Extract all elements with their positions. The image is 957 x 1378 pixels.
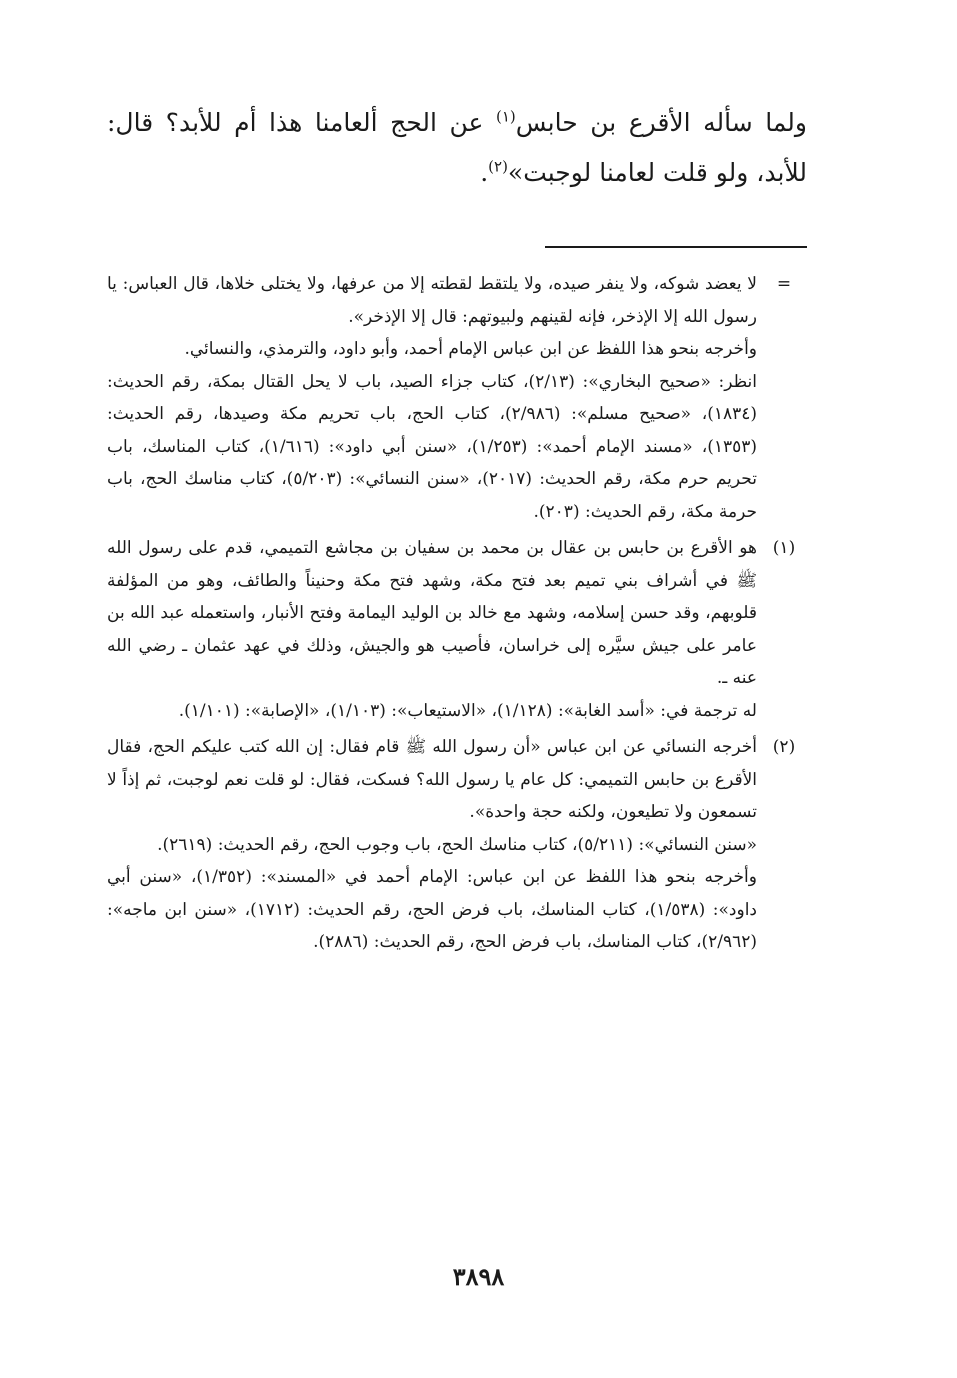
- footnote-paragraph: له ترجمة في: «أسد الغابة»: (١/١٢٨)، «الاستيعاب»: (١/١٠٣)، «الإصابة»: (١/١٠١).: [178, 700, 757, 721]
- footnote-marker: (١): [772, 538, 796, 558]
- main-text-part-c: .: [480, 158, 489, 187]
- footnote-marker: (٢): [772, 737, 796, 757]
- main-text-part-a: ولما سأله الأقرع بن حابس: [515, 108, 807, 137]
- page-number: ٣٨٩٨: [452, 1262, 505, 1291]
- footnote-paragraph: هو الأقرع بن حابس بن عقال بن محمد بن سفيان بن مجاشع التميمي، قدم على رسول الله ﷺ في أشراف بني تميم بعد فتح مكة، وشهد فتح مكة وحنيناً والطائف، وهو من المؤلفة قلوبهم، وقد حسن إسلامه، وشهد مع خالد بن الوليد اليمامة وفتح الأنبار، واستعمله عبد الله بن عامر على جيش سيَّره إلى خراسان، فأصيب هو والجيش، وذلك في عهد عثمان ـ رضي الله عنه ـ.: [107, 538, 757, 688]
- footnote-1: [107, 532, 807, 727]
- footnote-paragraph: انظر: «صحيح البخاري»: (٢/١٣)، كتاب جزاء الصيد، باب لا يحل القتال بمكة، رقم الحديث: (١٨٣٤)، «صحيح مسلم»: (٢/٩٨٦)، كتاب الحج، باب تحريم مكة وصيدها، رقم الحديث: (١٣٥٣)، «مسند الإمام أحمد»: (١/٢٥٣)، «سنن أبي داود»: (١/٦١٦)، كتاب المناسك، باب تحريم حرم مكة، رقم الحديث: (٢٠١٧)، «سنن النسائي»: (٥/٢٠٣)، كتاب مناسك الحج، باب حرمة مكة، رقم الحديث: (٢٠٣).: [107, 371, 758, 522]
- main-text-part-b: عن الحج ألعامنا هذا أم للأبد؟ قال: للأبد، ولو قلت لعامنا لوجبت»: [107, 108, 807, 187]
- footnote-paragraph: لا يعضد شوكه، ولا ينفر صيده، ولا يلتقط لقطته إلا من عرفها، ولا يختلى خلاها، قال العباس: يا رسول الله إلا الإذخر، فإنه لقينهم ولبيوتهم: قال إلا الإذخر».: [107, 274, 757, 327]
- footnote-paragraph: وأخرجه بنحو هذا اللفظ عن ابن عباس الإمام أحمد، وأبو داود، والترمذي، والنسائي.: [184, 339, 757, 359]
- footnote-separator: [545, 246, 807, 248]
- footnote-paragraph: وأخرجه بنحو هذا اللفظ عن ابن عباس: الإمام أحمد في «المسند»: (١/٣٥٢)، «سنن أبي داود»: (١/٥٣٨)، كتاب المناسك، باب فرض الحج، رقم الحديث: (١٧١٢)، «سنن ابن ماجه»: (٢/٩٦٢)، كتاب المناسك، باب فرض الحج، رقم الحديث: (٢٨٨٦).: [107, 867, 757, 952]
- footnote-ref-2: (٢): [488, 157, 508, 176]
- main-paragraph: [107, 98, 807, 198]
- footnote-2: [107, 731, 807, 959]
- footnote-marker: =: [776, 274, 792, 294]
- footnotes-section: [107, 268, 807, 959]
- footnote-continuation: [107, 268, 807, 528]
- main-text-block: [107, 98, 807, 198]
- footnote-paragraph: أخرجه النسائي عن ابن عباس «أن رسول الله ﷺ قام فقال: إن الله كتب عليكم الحج، فقال الأقرع بن حابس التميمي: كل عام يا رسول الله؟ فسكت، فقال: لو قلت نعم لوجبت، ثم إذاً لا تسمعون ولا تطيعون، ولكنه حجة واحدة».: [107, 737, 757, 822]
- footnote-ref-1: (١): [496, 107, 516, 126]
- footnote-paragraph: «سنن النسائي»: (٥/٢١١)، كتاب مناسك الحج، باب وجوب الحج، رقم الحديث: (٢٦١٩).: [157, 834, 757, 855]
